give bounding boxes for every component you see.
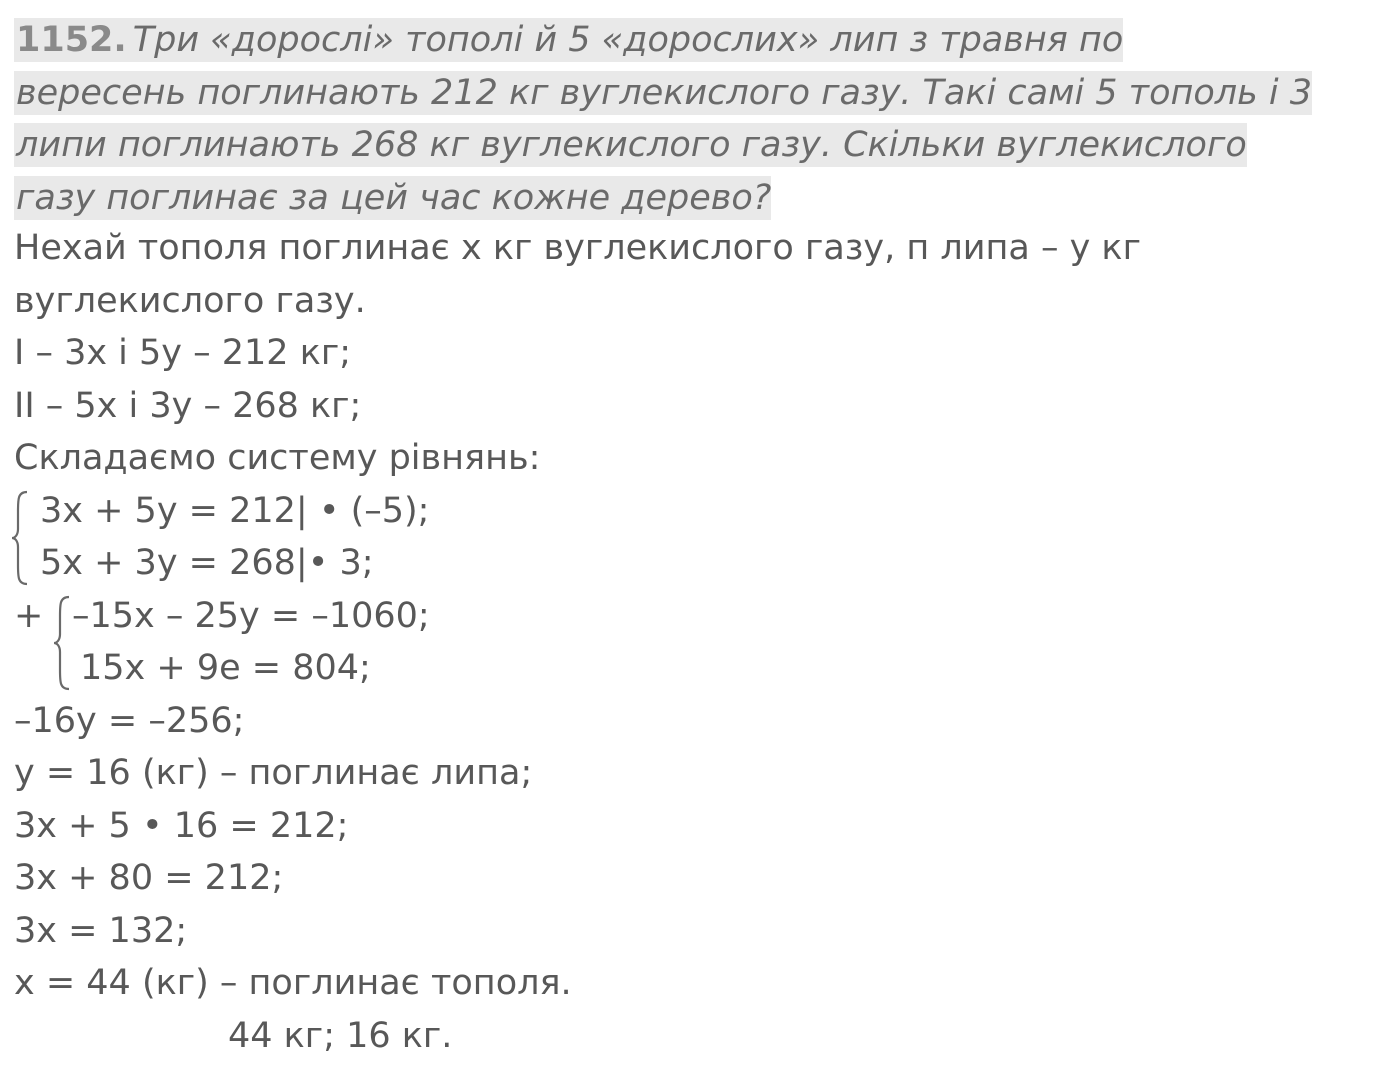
system-heading: Складаємо систему рівнянь: <box>14 438 541 478</box>
condition-line: I – 3x і 5y – 212 кг; <box>14 333 352 373</box>
plus-sign: + <box>14 595 44 636</box>
task-text: газу поглинає за цей час кожне дерево? <box>16 177 772 218</box>
solution-step: 3x + 80 = 212; <box>14 858 284 898</box>
task-text: вересень поглинають 212 кг вуглекислого газу. Такі самі 5 тополь і 3 <box>16 72 1313 113</box>
brace-icon <box>52 594 72 692</box>
solution-step: x = 44 (кг) – поглинає тополя. <box>14 963 572 1003</box>
task-line <box>14 119 1384 172</box>
solution-step: –16y = –256; <box>14 700 245 741</box>
solution-intro: вуглекислого газу. <box>14 280 366 321</box>
solution-step: 3x = 132; <box>14 910 188 951</box>
brace-icon <box>10 489 30 587</box>
task-line <box>14 172 1384 225</box>
condition-line: II – 5x і 3y – 268 кг; <box>14 385 362 426</box>
task-number: 1152. <box>16 20 127 60</box>
answer: 44 кг; 16 кг. <box>228 1015 453 1056</box>
equation: 3x + 5y = 212| • (–5); <box>40 490 430 531</box>
solution-step: y = 16 (кг) – поглинає липа; <box>14 753 533 793</box>
task-statement <box>14 14 1384 224</box>
task-line <box>14 14 1384 67</box>
task-line <box>14 67 1384 120</box>
solution-step: 3x + 5 • 16 = 212; <box>14 805 349 846</box>
equation: –15x – 25y = –1060; <box>72 595 430 636</box>
equation-system <box>14 590 1384 695</box>
equation: 15x + 9e = 804; <box>80 648 371 688</box>
equation-system <box>14 485 1384 590</box>
task-text: Три «дорослі» тополі й 5 «дорослих» лип з травня по <box>132 20 1124 60</box>
solution <box>14 222 1384 1062</box>
solution-intro: Нехай тополя поглинає x кг вуглекислого газу, п липа – y кг <box>14 228 1141 268</box>
task-text: липи поглинають 268 кг вуглекислого газу. Скільки вуглекислого <box>16 125 1247 165</box>
equation: 5x + 3y = 268|• 3; <box>40 543 374 583</box>
